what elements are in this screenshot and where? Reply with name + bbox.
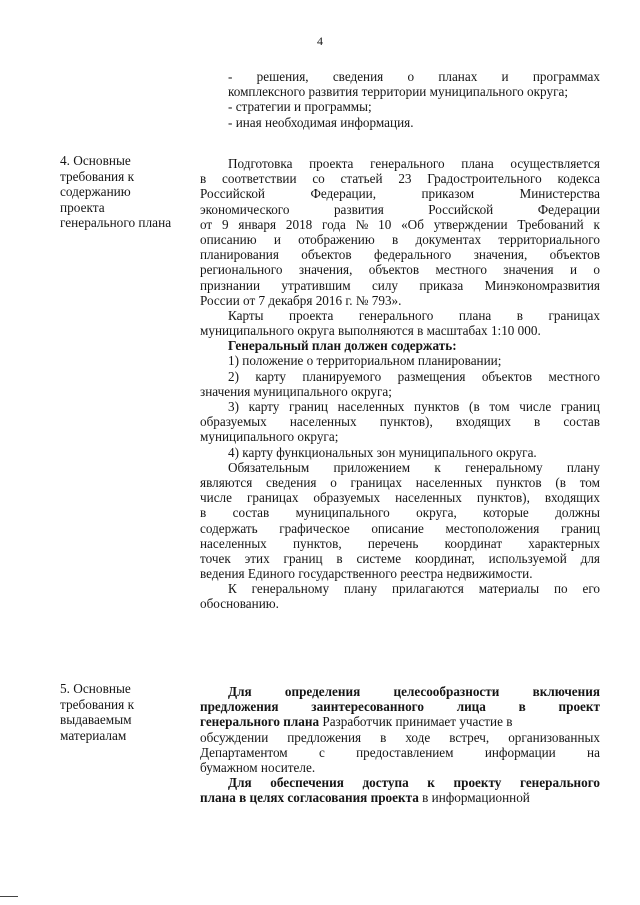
word: предложения bbox=[200, 699, 279, 715]
word: описанию bbox=[200, 231, 257, 247]
word: предложения bbox=[287, 729, 362, 745]
section-4-line bbox=[200, 353, 600, 368]
word: генеральному bbox=[465, 459, 543, 475]
word: доступа bbox=[362, 775, 409, 791]
section-4-line bbox=[200, 596, 600, 611]
word: развития bbox=[333, 201, 384, 217]
word: в bbox=[200, 505, 207, 521]
word: в bbox=[534, 414, 541, 430]
section-4-line bbox=[200, 323, 600, 338]
word: образуемых bbox=[200, 414, 267, 430]
word: этих bbox=[244, 550, 270, 566]
section-5-line bbox=[200, 760, 600, 775]
word: проекту bbox=[453, 775, 502, 791]
word: системе bbox=[356, 550, 402, 566]
label-line: генерального плана bbox=[60, 215, 172, 231]
word: карту bbox=[255, 368, 287, 384]
text-run: - иная необходимая информация. bbox=[228, 114, 414, 130]
word: плану bbox=[343, 581, 378, 597]
word: являются bbox=[200, 474, 253, 490]
section-4-line bbox=[200, 308, 600, 323]
word: Требований bbox=[517, 216, 584, 232]
word: организованных bbox=[508, 729, 600, 745]
word: года bbox=[322, 216, 346, 232]
word: от bbox=[200, 216, 213, 232]
word: местного bbox=[435, 262, 487, 278]
word: программах bbox=[532, 69, 600, 84]
text-run: ведения Единого государственного реестра недвижимости. bbox=[200, 566, 533, 582]
word: объектов bbox=[368, 262, 420, 278]
text-run: муниципального округа; bbox=[200, 429, 339, 445]
word: материалы bbox=[478, 581, 540, 597]
word: пунктов bbox=[414, 399, 460, 414]
section-4-line bbox=[200, 369, 600, 384]
word: пунктов bbox=[496, 474, 542, 490]
section-4-line bbox=[200, 399, 600, 414]
word: Минэкономразвития bbox=[484, 277, 600, 293]
text-run: значения муниципального округа; bbox=[200, 383, 392, 399]
word: проекта bbox=[289, 307, 334, 323]
word: объектов bbox=[549, 247, 600, 263]
word: содержать bbox=[200, 520, 258, 536]
word: к bbox=[434, 459, 441, 475]
word: населенных bbox=[337, 399, 405, 414]
text-run: бумажном носителе. bbox=[200, 759, 316, 775]
word: перечень bbox=[367, 535, 419, 551]
word: графическое bbox=[279, 520, 350, 536]
section-4-line bbox=[200, 338, 600, 353]
section-4-line bbox=[200, 293, 600, 308]
word: Федерации bbox=[537, 201, 600, 217]
word: значения, bbox=[298, 262, 353, 278]
word: со bbox=[312, 171, 325, 187]
word: для bbox=[580, 550, 600, 566]
word: местоположения bbox=[445, 520, 540, 536]
word: пунктов), bbox=[476, 490, 530, 506]
word: значения, bbox=[473, 247, 528, 263]
word: кодекса bbox=[557, 171, 600, 187]
word: Российской bbox=[428, 201, 494, 217]
section-4-line bbox=[200, 232, 600, 247]
word: Федерации, bbox=[310, 186, 377, 202]
word: и bbox=[501, 69, 509, 84]
section-4-line bbox=[200, 384, 600, 399]
word: числе bbox=[200, 490, 232, 506]
word: федерального bbox=[374, 247, 452, 263]
word: предоставлением bbox=[356, 744, 454, 760]
word: приложением bbox=[333, 459, 411, 475]
text-run: плана в целях согласования проекта bbox=[200, 790, 419, 806]
section-4-line bbox=[200, 156, 600, 171]
section-4-line bbox=[200, 505, 600, 520]
word: № bbox=[355, 216, 369, 232]
word: генерального bbox=[520, 775, 600, 791]
text-run: Разработчик принимает участие в bbox=[319, 714, 513, 730]
word: границ bbox=[283, 550, 323, 566]
section-4-line bbox=[200, 475, 600, 490]
word: Для bbox=[228, 775, 252, 791]
word: населенных bbox=[415, 474, 483, 490]
word: к bbox=[427, 775, 435, 791]
word: пунктов), bbox=[379, 414, 433, 430]
word: Карты bbox=[228, 307, 264, 323]
label-line: содержанию bbox=[60, 184, 131, 200]
section-5-line bbox=[200, 699, 600, 714]
section-5-line bbox=[200, 775, 600, 790]
word: в bbox=[518, 699, 526, 715]
text-run: Генеральный план должен содержать: bbox=[228, 338, 457, 354]
word: утверждении bbox=[433, 216, 508, 232]
word: осуществляется bbox=[510, 156, 600, 171]
section-4-line bbox=[200, 171, 600, 186]
section-5-label bbox=[60, 681, 188, 743]
word: 2) bbox=[228, 368, 239, 384]
word: «Об bbox=[401, 216, 424, 232]
section-4-line bbox=[200, 278, 600, 293]
word: Подготовка bbox=[228, 156, 293, 171]
section-4-label bbox=[60, 153, 188, 231]
word: с bbox=[318, 744, 325, 760]
word: характерных bbox=[528, 535, 600, 551]
word: приказом bbox=[421, 186, 475, 202]
section-4-line bbox=[200, 445, 600, 460]
word: округа, bbox=[416, 505, 457, 521]
word: генерального bbox=[358, 307, 434, 323]
section-4-line bbox=[200, 566, 600, 581]
word: информации bbox=[484, 744, 556, 760]
word: образуемых bbox=[313, 490, 381, 506]
section-4-line bbox=[200, 521, 600, 536]
word: генерального bbox=[370, 156, 445, 171]
text-run: муниципального округа выполняются в масштабах 1:10 000. bbox=[200, 323, 541, 339]
section-4-line bbox=[200, 460, 600, 475]
word: должны bbox=[555, 505, 600, 521]
word: которые bbox=[483, 505, 529, 521]
word: том bbox=[579, 474, 600, 490]
word: Российской bbox=[200, 186, 265, 202]
word: плану bbox=[566, 459, 600, 475]
word: территориального bbox=[498, 231, 600, 247]
word: населенных bbox=[200, 535, 267, 551]
label-line: требования к bbox=[60, 168, 135, 184]
word: проект bbox=[558, 699, 600, 715]
word: координат, bbox=[414, 550, 475, 566]
label-line: выдаваемым bbox=[60, 712, 132, 728]
word: встреч, bbox=[449, 729, 490, 745]
word: границах bbox=[246, 490, 299, 506]
word: (в bbox=[469, 399, 480, 414]
word: и bbox=[273, 231, 281, 247]
word: состав bbox=[232, 505, 270, 521]
word: обсуждении bbox=[200, 729, 269, 745]
word: включения bbox=[532, 684, 600, 699]
word: отображению bbox=[298, 231, 375, 247]
text-run: обоснованию. bbox=[200, 596, 279, 612]
word: границ bbox=[560, 520, 600, 536]
word: планах bbox=[438, 69, 478, 84]
word: Департаментом bbox=[200, 744, 288, 760]
word: - bbox=[228, 69, 233, 84]
section-4-line bbox=[200, 262, 600, 277]
word: Градостроительного bbox=[427, 171, 542, 187]
word: решения, bbox=[256, 69, 309, 84]
section-4-line bbox=[200, 217, 600, 232]
intro-line bbox=[200, 69, 600, 84]
word: К bbox=[228, 581, 237, 597]
word: местного bbox=[548, 368, 600, 384]
word: соответствии bbox=[222, 171, 297, 187]
word: 9 bbox=[221, 216, 229, 232]
word: по bbox=[553, 581, 568, 597]
section-5-line bbox=[200, 714, 600, 729]
word: муниципального bbox=[295, 505, 390, 521]
word: силу bbox=[371, 277, 399, 293]
word: регионального bbox=[200, 262, 283, 278]
word: в bbox=[391, 231, 399, 247]
text-run: 4) карту функциональных зон муниципального округа. bbox=[228, 444, 537, 460]
word: января bbox=[238, 216, 277, 232]
intro-line bbox=[200, 115, 600, 130]
word: объектов bbox=[301, 247, 352, 263]
section-4-line bbox=[200, 414, 600, 429]
word: размещения bbox=[397, 368, 466, 384]
word: статьей bbox=[340, 171, 383, 187]
word: документах bbox=[415, 231, 482, 247]
word: на bbox=[587, 744, 600, 760]
word: генеральному bbox=[251, 581, 330, 597]
word: планирования bbox=[200, 247, 279, 263]
word: Министерства bbox=[519, 186, 600, 202]
label-line: проекта bbox=[60, 199, 105, 215]
word: границах bbox=[350, 474, 403, 490]
word: прилагаются bbox=[391, 581, 464, 597]
word: координат bbox=[444, 535, 503, 551]
word: значения bbox=[503, 262, 554, 278]
word: утратившим bbox=[281, 277, 351, 293]
word: к bbox=[593, 216, 600, 232]
word: ходе bbox=[405, 729, 431, 745]
section-4-line bbox=[200, 202, 600, 217]
intro-line bbox=[200, 99, 600, 114]
word: в bbox=[380, 729, 387, 745]
word: сведения bbox=[332, 69, 384, 84]
word: числе bbox=[519, 399, 552, 414]
word: определения bbox=[284, 684, 361, 699]
section-4-line bbox=[200, 429, 600, 444]
section-4-line bbox=[200, 186, 600, 201]
page-number: 4 bbox=[317, 34, 323, 48]
word: используемой bbox=[488, 550, 567, 566]
section-4-line bbox=[200, 247, 600, 262]
text-run: в информационной bbox=[418, 790, 530, 806]
word: приказа bbox=[419, 277, 464, 293]
word: населенных bbox=[395, 490, 462, 506]
word: пунктов, bbox=[292, 535, 342, 551]
word: Для bbox=[228, 684, 252, 699]
word: (в bbox=[555, 474, 566, 490]
word: 2018 bbox=[285, 216, 313, 232]
word: Обязательным bbox=[228, 459, 310, 475]
word: границ bbox=[560, 399, 600, 414]
section-5-line bbox=[200, 745, 600, 760]
word: 23 bbox=[398, 171, 412, 187]
section-5-line bbox=[200, 684, 600, 699]
section-4-line bbox=[200, 581, 600, 596]
word: в bbox=[336, 550, 343, 566]
word: объектов bbox=[481, 368, 533, 384]
word: признании bbox=[200, 277, 261, 293]
word: лица bbox=[456, 699, 486, 715]
label-line: требования к bbox=[60, 696, 135, 712]
word: плана bbox=[461, 156, 494, 171]
word: проекта bbox=[309, 156, 354, 171]
word: заинтересованного bbox=[311, 699, 424, 715]
section-4-line bbox=[200, 490, 600, 505]
word: карту bbox=[248, 399, 280, 414]
section-4-line bbox=[200, 536, 600, 551]
word: о bbox=[330, 474, 337, 490]
word: планируемого bbox=[302, 368, 382, 384]
word: входящих bbox=[544, 490, 600, 506]
intro-list bbox=[200, 69, 600, 130]
word: входящих bbox=[455, 414, 511, 430]
word: том bbox=[489, 399, 510, 414]
word: 3) bbox=[228, 399, 239, 414]
word: плана bbox=[458, 307, 492, 323]
section-5-line bbox=[200, 790, 600, 805]
text-run: - стратегии и программы; bbox=[228, 99, 372, 115]
word: обеспечения bbox=[270, 775, 344, 791]
word: точек bbox=[200, 550, 231, 566]
word: целесообразности bbox=[393, 684, 500, 699]
section-4-text bbox=[200, 156, 600, 612]
word: описание bbox=[371, 520, 424, 536]
word: в bbox=[516, 307, 523, 323]
word: 10 bbox=[378, 216, 392, 232]
word: о bbox=[593, 262, 600, 278]
intro-line bbox=[200, 84, 600, 99]
word: состав bbox=[563, 414, 600, 430]
word: в bbox=[200, 171, 207, 187]
section-4-line bbox=[200, 551, 600, 566]
word: сведения bbox=[266, 474, 317, 490]
word: экономического bbox=[200, 201, 290, 217]
text-run: 1) положение о территориальном планировании; bbox=[228, 353, 502, 369]
word: границах bbox=[548, 307, 600, 323]
section-5-text bbox=[200, 684, 600, 806]
label-line: 4. Основные bbox=[60, 153, 131, 168]
word: границ bbox=[288, 399, 328, 414]
text-run: России от 7 декабря 2016 г. № 793». bbox=[200, 292, 402, 308]
text-run: генерального плана bbox=[200, 714, 320, 730]
word: его bbox=[582, 581, 600, 597]
label-line: 5. Основные bbox=[60, 681, 131, 696]
text-run: комплексного развития территории муниципального округа; bbox=[228, 84, 568, 100]
footer-rule bbox=[0, 896, 18, 897]
word: и bbox=[569, 262, 577, 278]
word: населенных bbox=[289, 414, 357, 430]
word: о bbox=[407, 69, 415, 84]
section-5-line bbox=[200, 730, 600, 745]
label-line: материалам bbox=[60, 727, 127, 743]
